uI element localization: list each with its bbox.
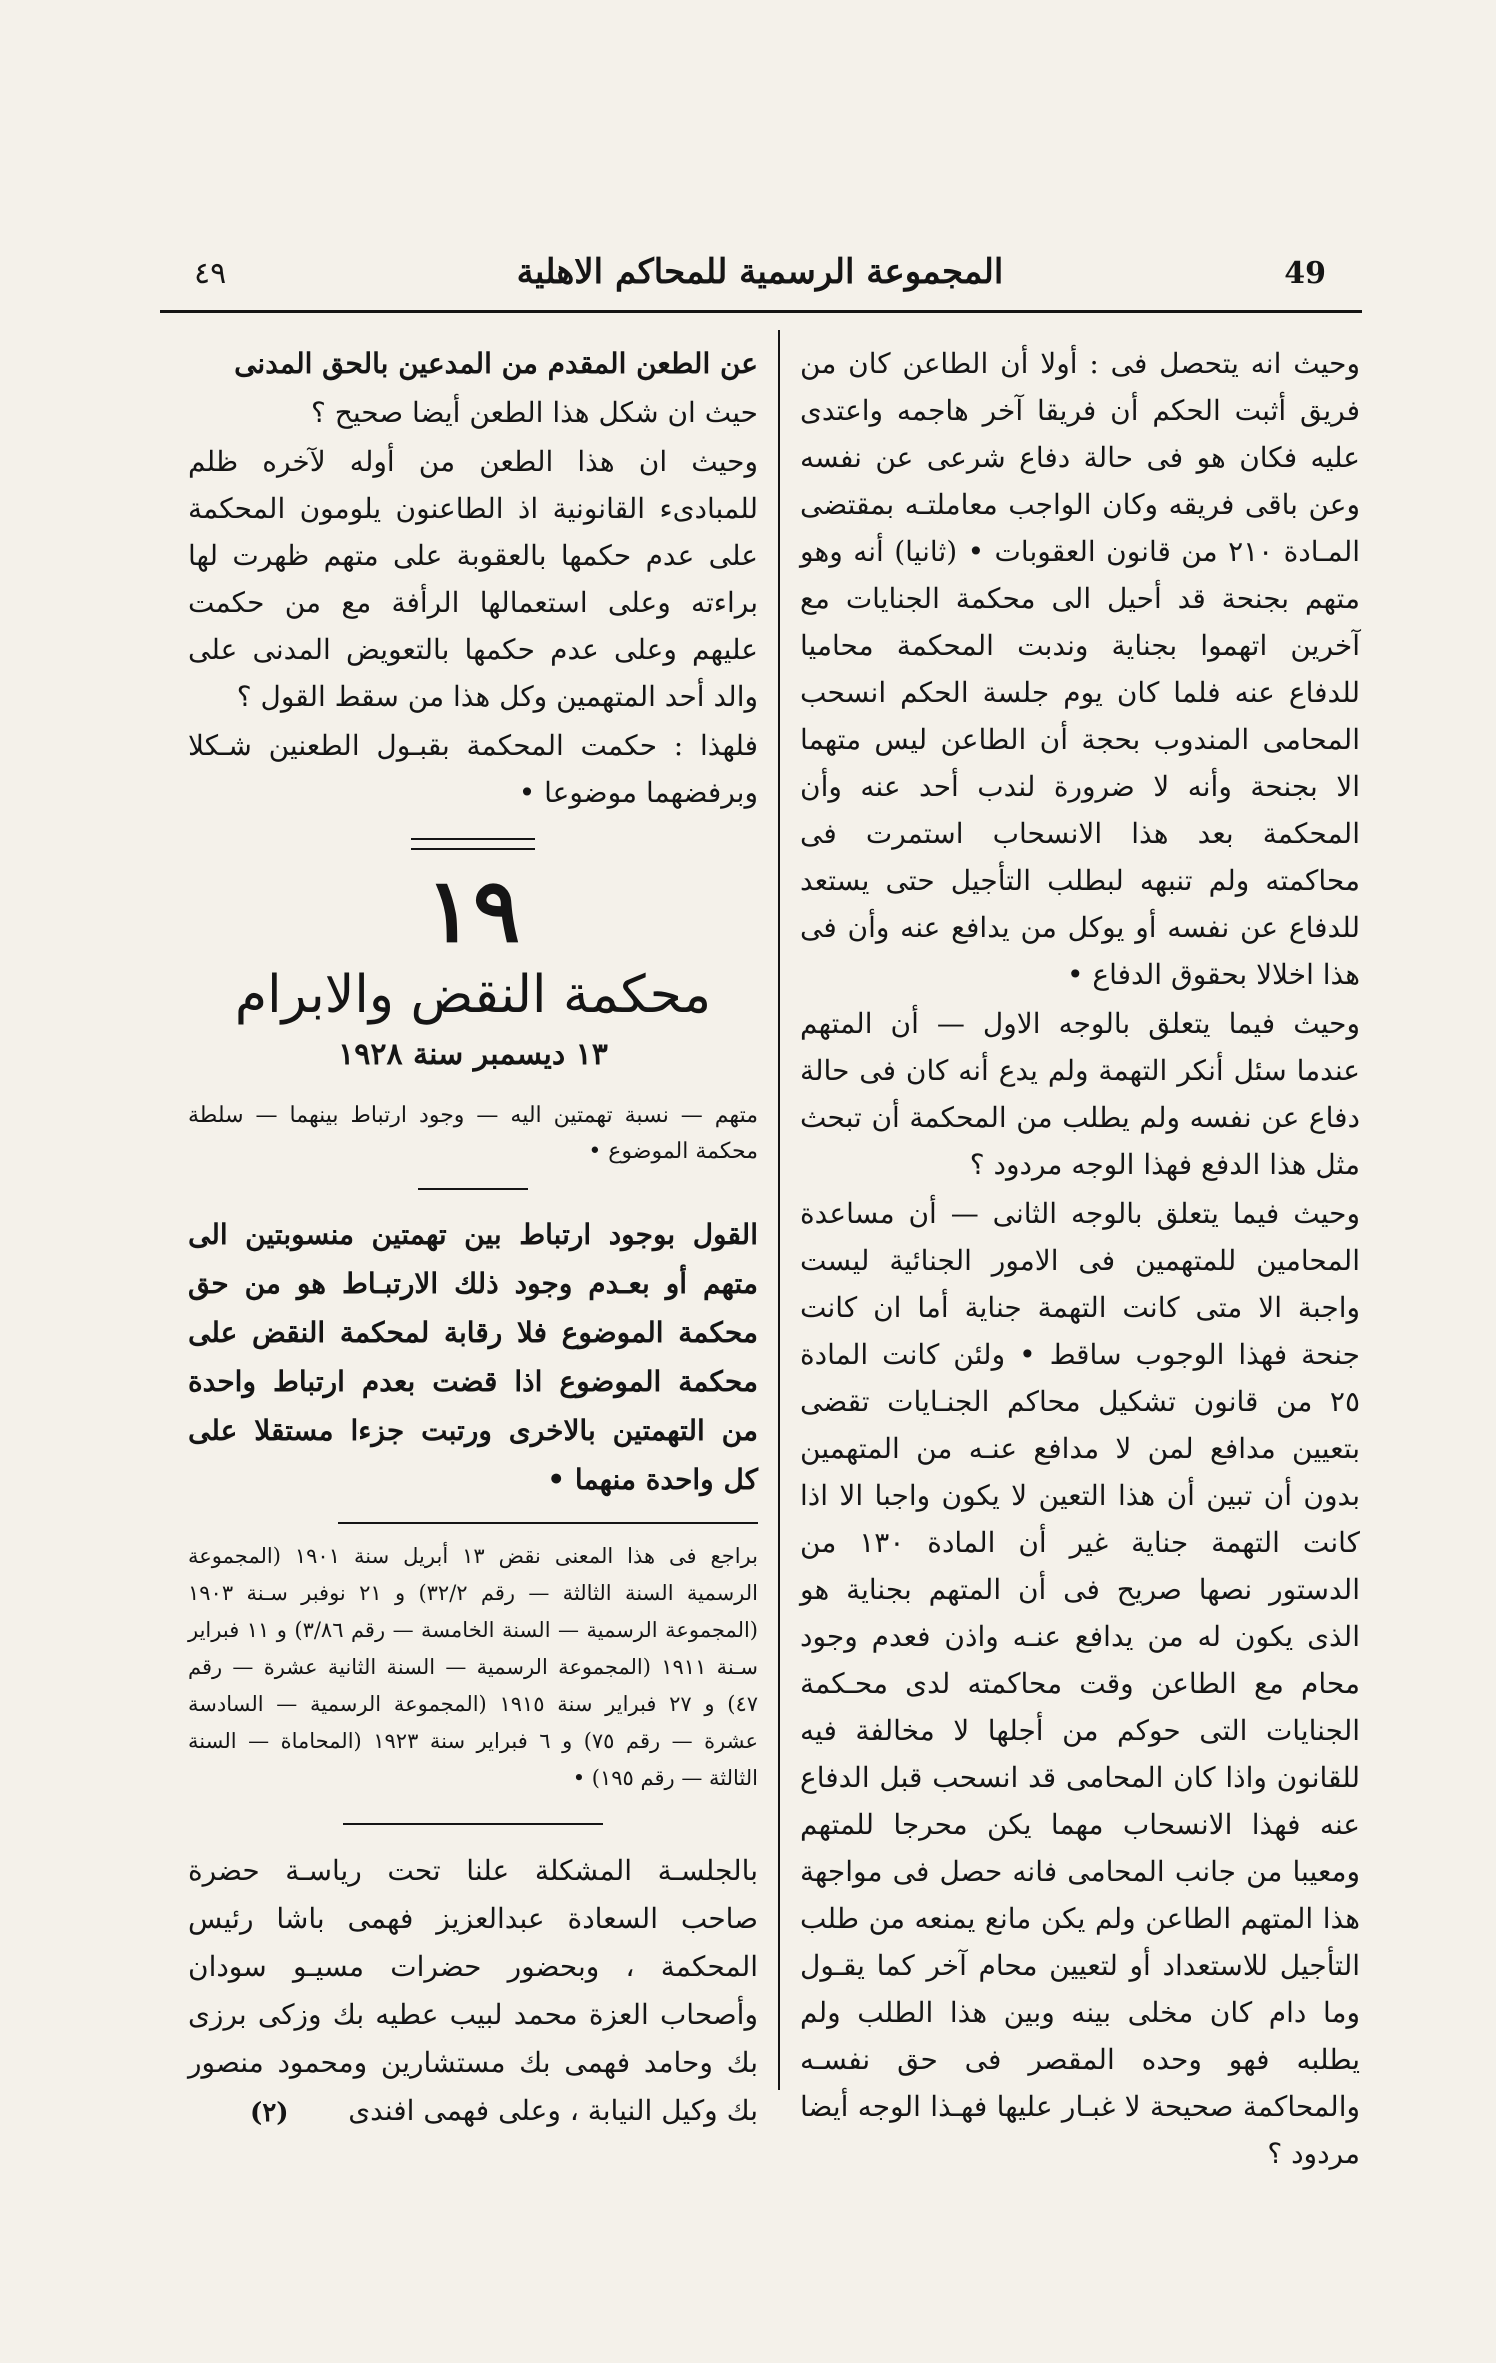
paragraph: وحيث انه يتحصل فى : أولا أن الطاعن كان من فريق أثبت الحكم أن فريقا آخر هاجمه واعتدى عليه فكان هو فى حالة دفاع شرعى عن نفسه وعن باقى فريقه وكان الواجب معاملتـه بمقتضى المـادة ٢١٠ من قانون العقوبات • (ثانيا) أنه وهو متهم بجنحة قد أحيل الى محكمة الجنايات مع آخرين اتهموا بجناية وندبت المحكمة محاميا للدفاع عنه فلما كان يوم جلسة الحكم انسحب المحامى المندوب بحجة أن الطاعن ليس متهما الا بجنحة وأنه لا ضرورة لندب أحد عنه وأن المحكمة بعد هذا الانسحاب استمرت فى محاكمته ولم تنبهه لبطلب التأجيل حتى يستعد للدفاع عن نفسه أو يوكل من يدافع عنه وأن فى هذا اخلالا بحقوق الدفاع • (800, 347, 1360, 991)
page-number-latin: 49 (1284, 256, 1326, 291)
divider (418, 1188, 528, 1190)
right-column (800, 340, 1360, 2177)
keywords: متهم — نسبة تهمتين اليه — وجود ارتباط بينهما — سلطة محكمة الموضوع • (188, 1103, 758, 1164)
ruling-summary: القول بوجود ارتباط بين تهمتين منسوبتين الى متهم أو بعـدم وجود ذلك الارتبـاط هو من حق محكمة الموضوع فلا رقابة لمحكمة النقض على محكمة الموضوع اذا قضت بعدم ارتباط واحدة من التهمتين بالاخرى ورتبت جزءا مستقلا على كل واحدة منهما • (188, 1218, 758, 1496)
divider (343, 1823, 603, 1825)
case-date: ١٣ ديسمبر سنة ١٩٢٨ (338, 1037, 608, 1072)
case-number: ١٩ (425, 858, 521, 962)
header-rule (160, 310, 1362, 313)
page-number-arabic: ٤٩ (194, 256, 227, 291)
signature-mark: (٢) (250, 2098, 289, 2128)
column-divider (778, 330, 780, 2090)
double-rule (411, 838, 535, 850)
divider (338, 1522, 758, 1524)
journal-title: المجموعة الرسمية للمحاكم الاهلية (516, 252, 1004, 292)
paragraph: وحيث فيما يتعلق بالوجه الثانى — أن مساعدة المحامين للمتهمين فى الامور الجنائية ليست واجبة الا متى كانت التهمة جناية أما ان كانت جنحة فهذا الوجوب ساقط • ولئن كانت المادة ٢٥ من قانون تشكيل محاكم الجنـايات تقضى بتعيين مدافع لمن لا مدافع عنـه من المتهمين بدون أن تبين أن هذا التعين لا يكون واجبا الا اذا كانت التهمة جناية غير أن المادة ١٣٠ من الدستور نصها صريح فى أن المتهم بجناية هو الذى يكون له من يدافع عنـه واذن فعدم وجود محام مع الطاعن وقت محاكمته لدى محـكمة الجنايات التى حوكم من أجلها لا مخالفة فيه للقانون واذا كان المحامى قد انسحب قبل الدفاع عنه فهذا الانسحاب مهما يكن محرجا للمتهم ومعيبا من جانب المحامى فانه حصل فى مواجهة هذا المتهم الطاعن ولم يكن مانع يمنعه من طلب التأجيل للاستعداد أو لتعيين محام آخر كما يقـول وما دام كان مخلى بينه وبين هذا الطلب ولم يطلبه فهو وحده المقصر فى حق نفسـه والمحاكمة صحيحة لا غبـار عليها فهـذا الوجه أيضا مردود ؟ (800, 1197, 1361, 2170)
bench-paragraph: بالجلسـة المشكلة علنا تحت رياسـة حضرة صاحب السعادة عبدالعزيز فهمى باشا رئيس المحكمة ، وبحضور حضرات مسيـو سودان وأصحاب العزة محمد لبيب عطيه بك وزكى برزى بك وحامد فهمى بك مستشارين ومحمود منصور بك وكيل النيابة ، وعلى فهمى افندى (188, 1854, 758, 2127)
court-name: محكمة النقض والابرام (234, 965, 712, 1025)
page-header (160, 252, 1360, 302)
verdict-paragraph: فلهذا : حكمت المحكمة بقبـول الطعنين شـكلا وبرفضهما موضوعا • (188, 729, 758, 809)
references-note: براجع فى هذا المعنى نقض ١٣ أبريل سنة ١٩٠١ (المجموعة الرسمية السنة الثالثة — رقم ٣٢/٢) و ٢١ نوفبر سـنة ١٩٠٣ (المجموعة الرسمية — السنة الخامسة — رقم ٣/٨٦) و ١١ فبراير سـنة ١٩١١ (المجموعة الرسمية — السنة الثانية عشرة — رقم ٤٧) و ٢٧ فبراير سنة ١٩١٥ (المجموعة الرسمية — السادسة عشرة — رقم ٧٥) و ٦ فبراير سنة ١٩٢٣ (المحاماة — السنة الثالثة — رقم ١٩٥) • (188, 1544, 758, 1790)
left-column (188, 340, 758, 2135)
paragraph: وحيث ان هذا الطعن من أوله لآخره ظلم للمبادىء القانونية اذ الطاعنون يلومون المحكمة على عدم حكمها بالعقوبة على متهم ظهرت لها براءته وعلى استعمالها الرأفة مع من حكمت عليهم وعلى عدم حكمها بالتعويض المدنى على والد أحد المتهمين وكل هذا من سقط القول ؟ (188, 445, 758, 713)
paragraph: حيث ان شكل هذا الطعن أيضا صحيح ؟ (311, 396, 758, 429)
section-heading: عن الطعن المقدم من المدعين بالحق المدنى (234, 347, 758, 380)
paragraph: وحيث فيما يتعلق بالوجه الاول — أن المتهم عندما سئل أنكر التهمة ولم يدع أنه كان فى حالة دفاع عن نفسه ولم يطلب من المحكمة أن تبحث مثل هذا الدفع فهذا الوجه مردود ؟ (800, 1007, 1360, 1181)
